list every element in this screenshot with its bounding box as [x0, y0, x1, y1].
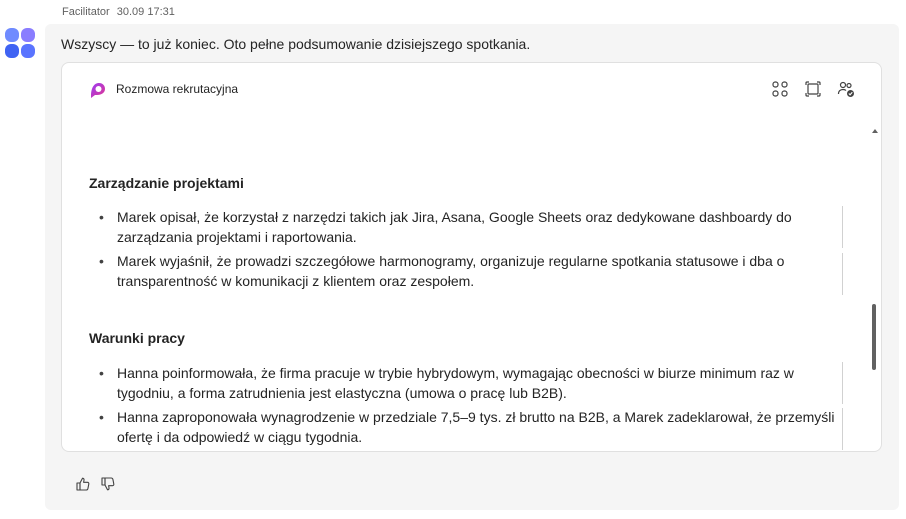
- bullet-list: [89, 207, 849, 295]
- message-text: Wszyscy — to już koniec. Oto pełne podsumowanie dzisiejszego spotkania.: [61, 36, 531, 52]
- screen-capture-icon[interactable]: [803, 79, 823, 99]
- section-title: Warunki pracy: [89, 330, 185, 346]
- facilitator-avatar[interactable]: [4, 27, 36, 59]
- quote-bar: [842, 206, 843, 248]
- summary-scroll-area[interactable]: [62, 115, 882, 451]
- list-item: • Marek wyjaśnił, że prowadzi szczegółowe harmonogramy, organizuje regularne spotkania statusowe i dba o transparentność w komunikacji z klientem oraz zespołem.: [89, 251, 849, 291]
- bullet-list: [89, 363, 849, 451]
- people-check-icon[interactable]: [836, 79, 856, 99]
- apps-icon[interactable]: [770, 79, 790, 99]
- scrollbar-thumb[interactable]: [872, 304, 876, 370]
- quote-bar: [842, 362, 843, 404]
- card-title: Rozmowa rekrutacyjna: [116, 82, 239, 96]
- list-item: • Hanna zaproponowała wynagrodzenie w przedziale 7,5–9 tys. zł brutto na B2B, a Marek zadeklarował, że przemyśli ofertę i da odpowiedź w ciągu tygodnia.: [89, 407, 849, 447]
- copilot-avatar-icon: [4, 27, 36, 59]
- summary-card: [61, 62, 882, 452]
- section-title: Zarządzanie projektami: [89, 175, 244, 191]
- list-item: • Marek opisał, że korzystał z narzędzi takich jak Jira, Asana, Google Sheets oraz dedykowane dashboardy do zarządzania projektami i raportowania.: [89, 207, 849, 247]
- quote-bar: [842, 408, 843, 450]
- message-timestamp: 30.09 17:31: [116, 6, 175, 18]
- message-meta: [62, 6, 175, 18]
- app-logo-icon: [88, 81, 106, 99]
- scroll-up-arrow[interactable]: [872, 129, 878, 133]
- author-name: Facilitator: [62, 6, 110, 18]
- list-item: • Hanna poinformowała, że firma pracuje w trybie hybrydowym, wymagając obecności w biurze minimum raz w tygodniu, a forma zatrudnienia jest elastyczna (umowa o pracę lub B2B).: [89, 363, 849, 403]
- thumbs-up-icon[interactable]: [75, 476, 91, 492]
- quote-bar: [842, 253, 843, 295]
- thumbs-down-icon[interactable]: [100, 476, 116, 492]
- card-header: [62, 63, 881, 115]
- message-bubble: [45, 24, 899, 510]
